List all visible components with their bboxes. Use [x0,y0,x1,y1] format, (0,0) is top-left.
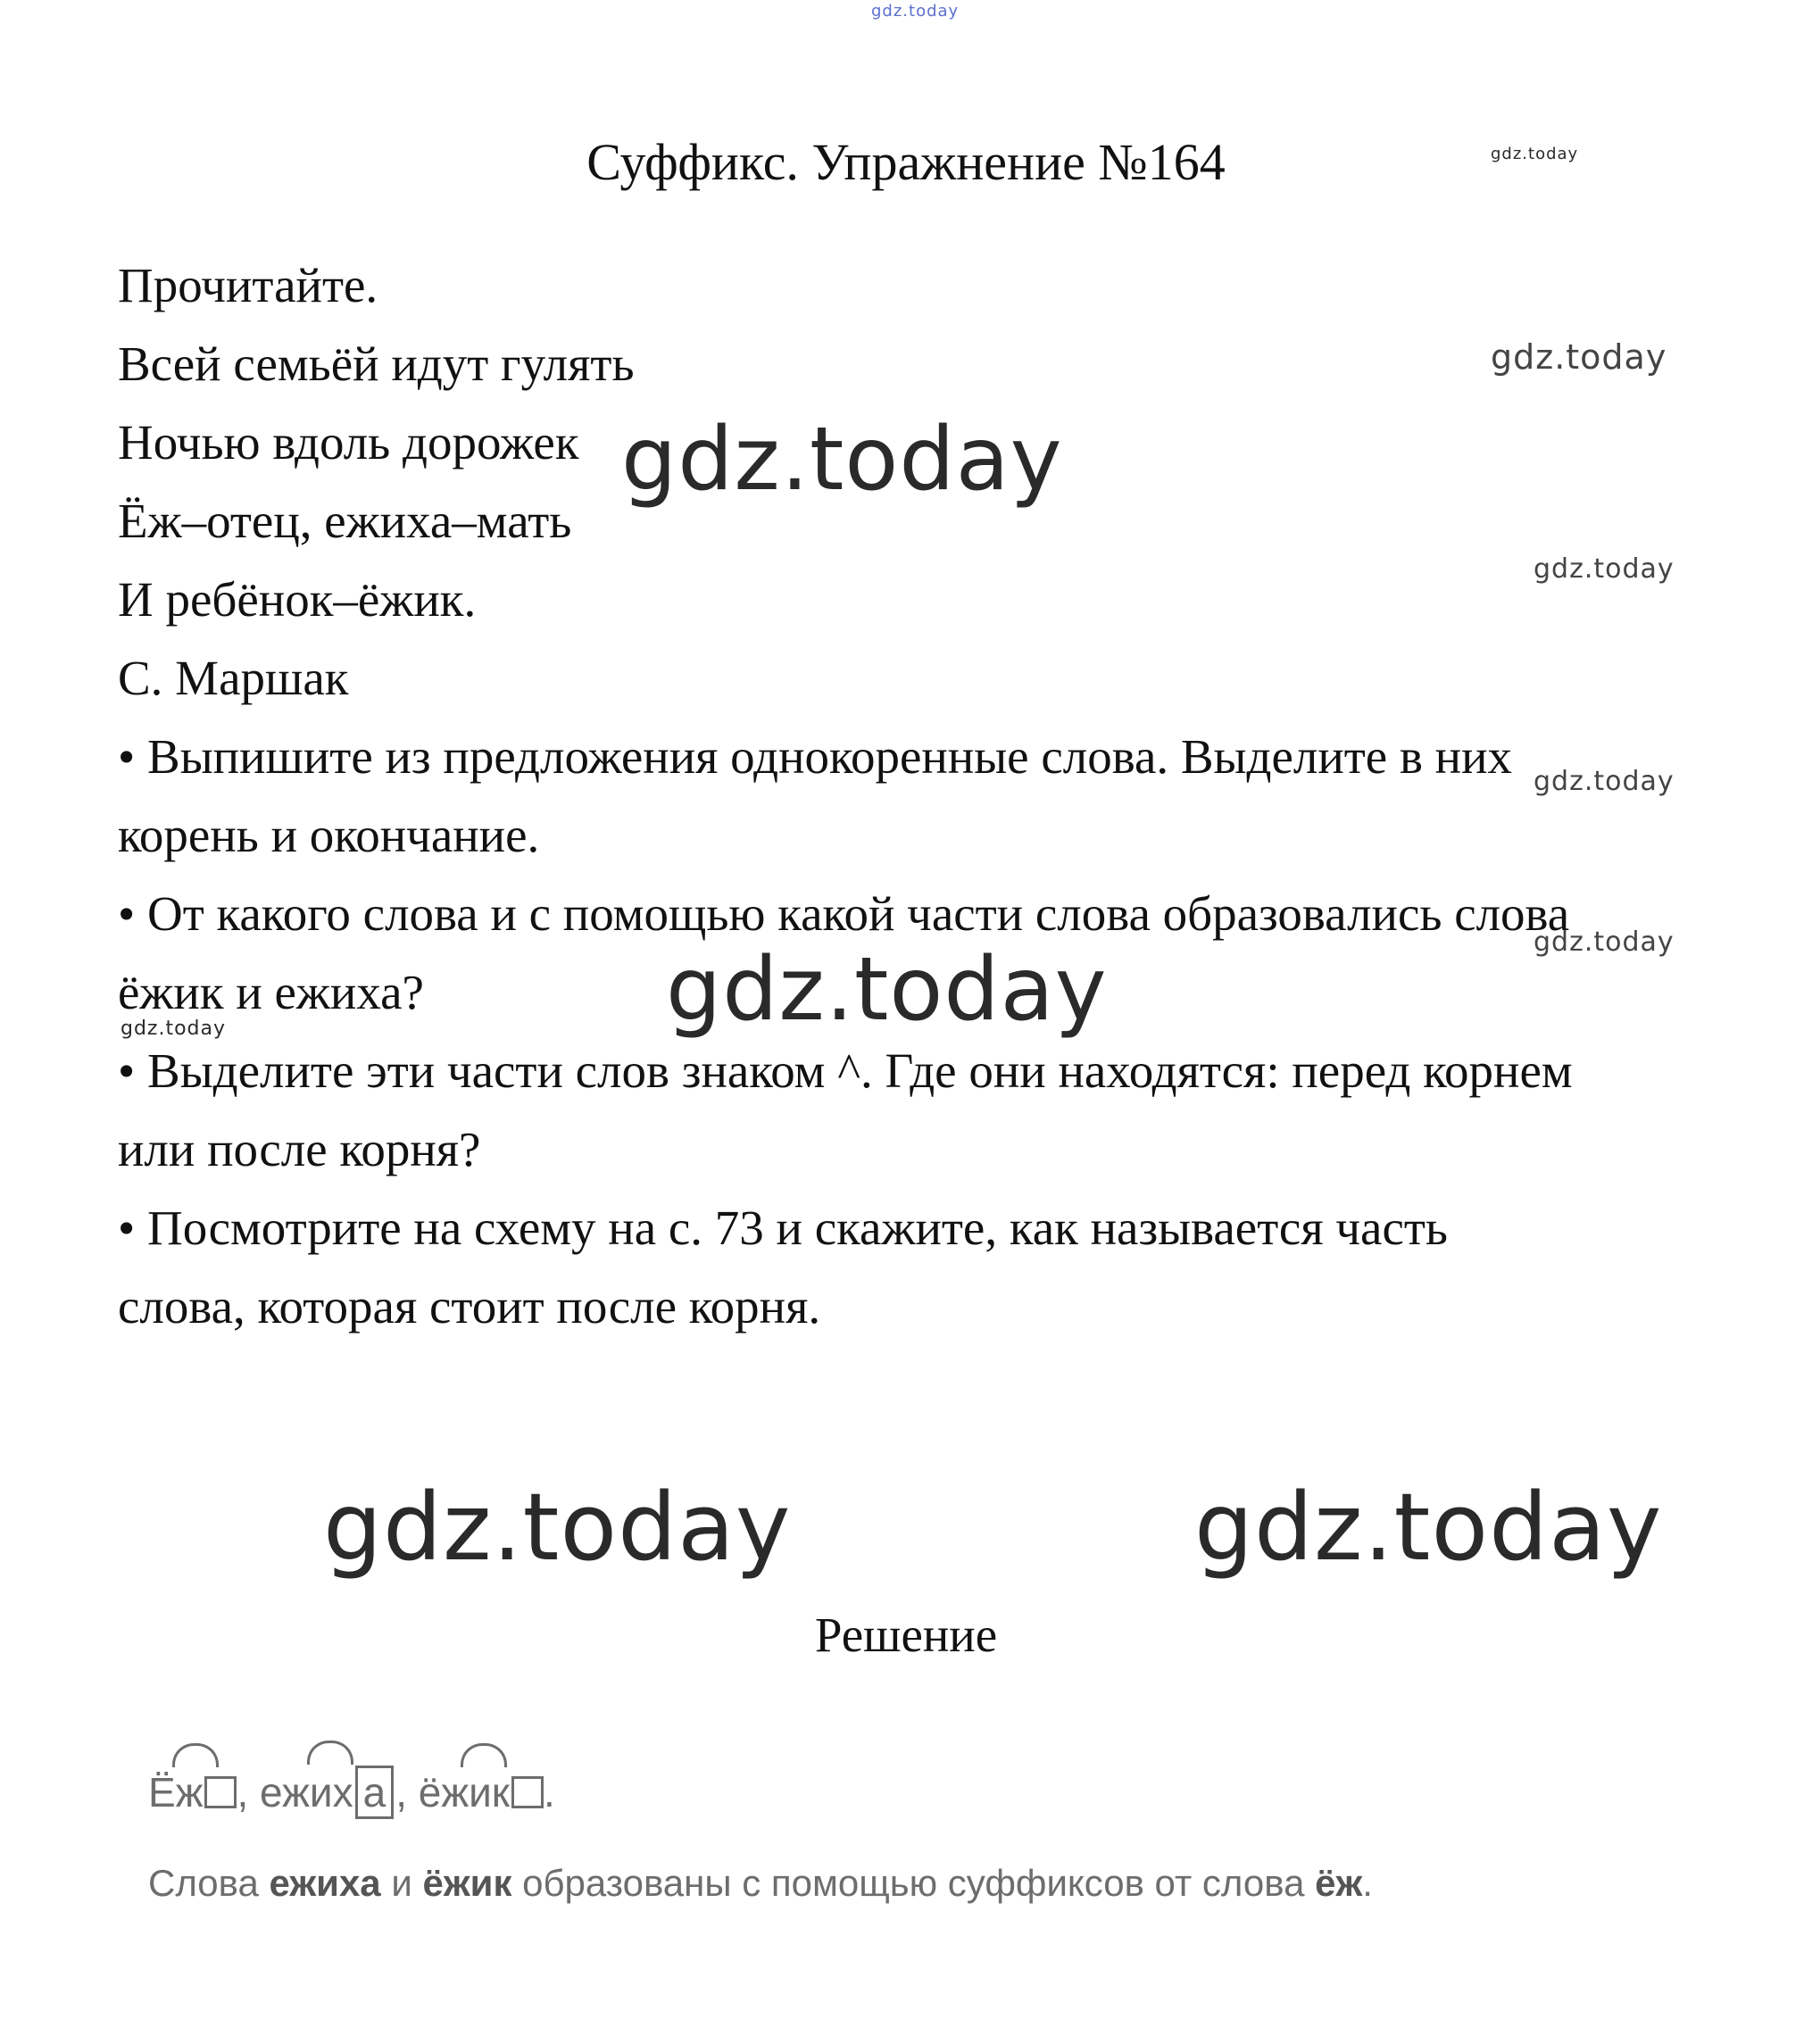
exercise-line: Всей семьёй идут гулять [118,337,635,391]
ending-box: а [355,1766,395,1819]
exercise-line: или после корня? [118,1122,481,1176]
exercise-line: И ребёнок–ёжик. [118,572,477,627]
separator: , [395,1769,419,1816]
word-text: ежих [260,1769,353,1816]
sentence-bold: ёж [1315,1862,1363,1904]
sentence-part: . [1362,1862,1373,1904]
exercise-line: слова, которая стоит после корня. [118,1279,821,1334]
watermark-mid-1: gdz.today [1491,337,1667,377]
word-ezhik [419,1768,544,1816]
watermark-small-left: gdz.today [121,1018,227,1040]
solution-heading: Решение [814,1608,998,1662]
sentence-part: образованы с помощью суффиксов от слова [511,1862,1316,1904]
page-title: Суффикс. Упражнение №164 [586,133,1226,191]
root-arc [172,1743,219,1767]
watermark-big-2: gdz.today [666,939,1108,1041]
exercise-line: • От какого слова и с помощью какой части слова образовались слова [118,886,1570,941]
zero-ending-box [511,1776,544,1808]
exercise-line: • Выделите эти части слов знаком ^. Где они находятся: перед корнем [118,1043,1573,1098]
sentence-bold: ежиха [269,1862,381,1904]
word-text: ёжик [418,1769,510,1816]
exercise-line: Прочитайте. [118,258,378,312]
watermark-big-3: gdz.today [323,1473,792,1582]
terminator: . [543,1769,555,1816]
sentence-bold: ёжик [422,1862,512,1904]
solution-area [148,1766,1755,1905]
exercise-line: • Посмотрите на схему на с. 73 и скажите, как называется часть [118,1201,1448,1255]
exercise-line: корень и окончание. [118,808,540,862]
zero-ending-box [204,1776,237,1808]
watermark-mid-2: gdz.today [1534,553,1675,585]
exercise-line: С. Маршак [118,651,349,705]
watermark-big-1: gdz.today [621,409,1063,511]
watermark-mid-3: gdz.today [1534,766,1675,797]
sentence-part: Слова [148,1862,270,1904]
sentence-part: и [380,1862,423,1904]
watermark-top: gdz.today [871,2,960,21]
root-arc [307,1741,353,1765]
watermark-big-4: gdz.today [1194,1473,1663,1582]
word-text: Ёж [148,1769,204,1816]
exercise-line: ёжик и ежиха? [118,965,424,1019]
solution-sentence [148,1862,1755,1905]
root-arc [461,1743,507,1767]
separator: , [237,1769,261,1816]
watermark-small-right: gdz.today [1491,145,1579,163]
exercise-line: Ночью вдоль дорожек [118,415,579,469]
exercise-line: • Выпишите из предложения однокоренные слова. Выделите в них [118,729,1513,784]
exercise-line: Ёж–отец, ежиха–мать [118,494,572,548]
word-ezh [148,1768,237,1816]
morpheme-analysis [148,1766,1755,1846]
word-ezhikha [260,1766,395,1819]
watermark-mid-4: gdz.today [1534,926,1675,958]
